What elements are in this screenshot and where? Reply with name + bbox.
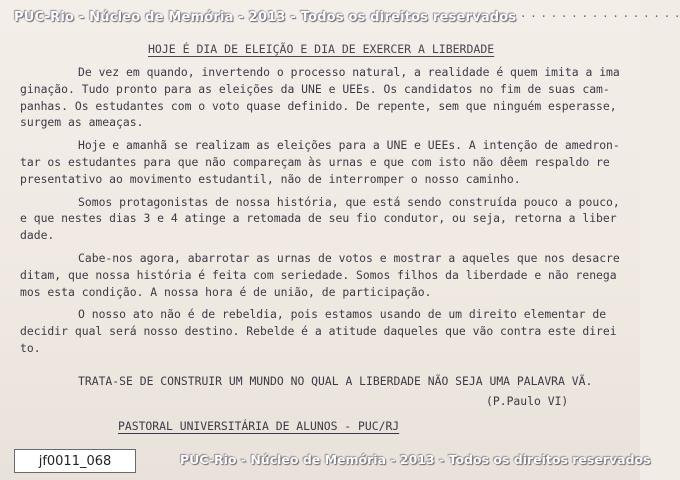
organization-signature: PASTORAL UNIVERSITÁRIA DE ALUNOS - PUC/RJ [118, 419, 400, 433]
p1-line-2: ginação. Tudo pronto para as eleições da UNE e UEEs. Os candidatos no fim de suas cam- [20, 81, 610, 96]
p2-line-1: Hoje e amanhã se realizam as eleições para a UNE e UEEs. A intenção de amedron- [78, 138, 620, 153]
p3-line-2: e que nestes dias 3 e 4 atinge a retomada de seu fio condutor, ou seja, retorna a liber [20, 211, 617, 226]
p5-line-2: decidir qual será nosso destino. Rebelde é a atitude daqueles que vão contra este direi [20, 324, 617, 339]
watermark-bottom: PUC-Rio - Núcleo de Memória - 2013 - Todos os direitos reservados [180, 452, 651, 467]
p1-line-1: De vez em quando, invertendo o processo natural, a realidade é quem imita a ima [78, 65, 620, 79]
p1-line-4: surgem as ameaças. [20, 115, 144, 130]
watermark-top-text: PUC-Rio - Núcleo de Memória - 2013 - Todos os direitos reservados [14, 10, 517, 25]
p4-line-2: ditam, que nossa história é feita com seriedade. Somos filhos da liberdade e não renega [20, 267, 617, 282]
p3-line-3: dade. [20, 228, 55, 243]
quote-attribution: (P.Paulo VI) [486, 394, 569, 408]
p5-line-1: O nosso ato não é de rebeldia, pois estamos usando de um direito elementar de [78, 307, 607, 322]
p4-line-1: Cabe-nos agora, abarrotar as urnas de votos e mostrar a aqueles que nos desacre [78, 250, 620, 265]
watermark-top [14, 10, 680, 25]
document-body [20, 64, 620, 357]
p3-line-1: Somos protagonistas de nossa história, que está sendo construída pouco a pouco, [78, 194, 620, 209]
p2-line-2: tar os estudantes para que não compareçam às urnas e que com isto não dêem respaldo re [20, 154, 610, 169]
archive-id-label: jf0011_068 [14, 449, 136, 473]
p5-line-3: to. [20, 340, 41, 355]
document-title: HOJE É DIA DE ELEIÇÃO E DIA DE EXERCER A LIBERDADE [148, 42, 495, 56]
p1-line-3: panhas. Os estudantes com o voto quase definido. De repente, sem que ninguém esperasse, [20, 98, 617, 113]
watermark-top-dots: · · · · · · · · · · · · · · · · [521, 10, 680, 25]
p2-line-3: presentativo ao movimento estudantil, não de interromper o nosso caminho. [20, 171, 521, 186]
p4-line-3: mos esta condição. A nossa hora é de união, de participação. [20, 284, 432, 299]
closing-statement: TRATA-SE DE CONSTRUIR UM MUNDO NO QUAL A LIBERDADE NÃO SEJA UMA PALAVRA VÃ. [78, 374, 593, 388]
